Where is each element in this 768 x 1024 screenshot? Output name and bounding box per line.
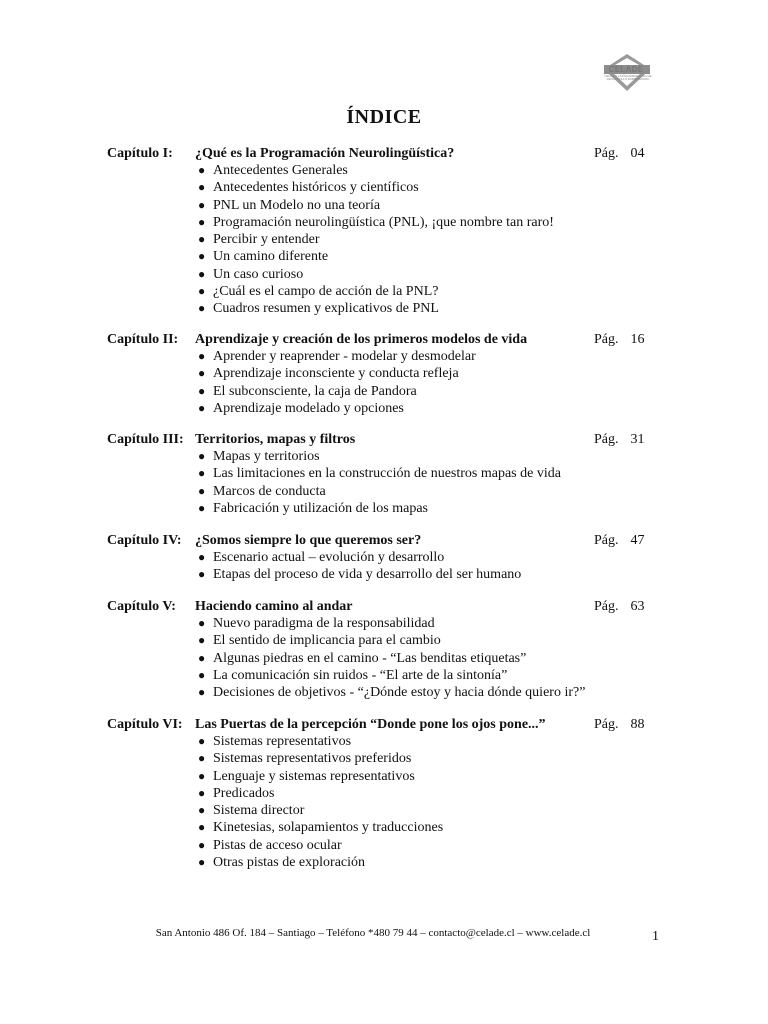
chapter-page-number: 16: [630, 332, 645, 347]
chapter-page-ref: [594, 431, 645, 448]
bullet-icon: ●: [198, 349, 206, 363]
bullet-icon: ●: [198, 483, 206, 498]
topic-text: Aprender y reaprender - modelar y desmodelar: [213, 349, 476, 364]
bullet-icon: ●: [198, 768, 206, 783]
bullet-icon: ●: [198, 650, 206, 665]
chapter-label: Capítulo II:: [107, 332, 179, 347]
bullet-icon: ●: [198, 616, 206, 630]
bullet-icon: ●: [198, 500, 206, 515]
chapter-page-ref: [594, 532, 645, 549]
bullet-icon: ●: [198, 449, 206, 463]
bullet-icon: ●: [198, 667, 206, 682]
topic-text: Sistemas representativos: [213, 734, 352, 749]
list-item: [0, 684, 768, 701]
list-item: [0, 214, 768, 231]
bullet-icon: ●: [198, 180, 206, 195]
list-item: [0, 348, 768, 365]
list-item: [0, 615, 768, 632]
bullet-icon: ●: [198, 301, 206, 316]
chapter-label: Capítulo VI:: [107, 717, 183, 732]
bullet-icon: ●: [198, 567, 206, 582]
topic-text: Etapas del proceso de vida y desarrollo del ser humano: [213, 567, 522, 583]
chapter-heading-row: [0, 716, 768, 733]
chapter-label: Capítulo IV:: [107, 533, 182, 548]
bullet-icon: ●: [198, 249, 206, 264]
bullet-icon: ●: [198, 197, 206, 212]
chapter-block: [0, 716, 768, 871]
topic-text: Decisiones de objetivos - “¿Dónde estoy y hacia dónde quiero ir?”: [213, 685, 586, 701]
page-title: ÍNDICE: [346, 106, 422, 128]
logo-wordmark: CELADE: [608, 65, 644, 74]
bullet-icon: ●: [198, 466, 206, 481]
bullet-icon: ●: [198, 232, 206, 247]
chapter-page-number: 31: [630, 432, 645, 447]
chapter-label: Capítulo III:: [107, 432, 184, 447]
topic-text: PNL un Modelo no una teoría: [213, 197, 381, 213]
topic-text: El subconsciente, la caja de Pandora: [213, 383, 417, 399]
list-item: [0, 300, 768, 317]
chapter-topic-list: [0, 162, 768, 318]
bullet-icon: ●: [198, 820, 206, 835]
chapter-topic-list: [0, 448, 768, 517]
chapter-page-number: 04: [630, 146, 645, 161]
page-label: Pág.: [594, 432, 619, 447]
topic-text: Sistema director: [213, 803, 305, 819]
topic-text: Las limitaciones en la construcción de nuestros mapas de vida: [213, 466, 561, 482]
list-item: [0, 819, 768, 836]
list-item: [0, 500, 768, 517]
chapter-block: [0, 598, 768, 701]
topic-text: Predicados: [213, 785, 275, 801]
list-item: [0, 750, 768, 767]
topic-text: Antecedentes Generales: [213, 163, 348, 178]
list-item: [0, 549, 768, 566]
list-item: [0, 632, 768, 649]
bullet-icon: ●: [198, 366, 206, 381]
list-item: [0, 785, 768, 802]
topic-text: Marcos de conducta: [213, 483, 326, 499]
logo-tagline: CENTRO LATINOAMERICANO DE DESARROLLO EMPRESARIAL: [604, 74, 652, 82]
list-item: [0, 383, 768, 400]
chapter-heading-row: [0, 598, 768, 615]
list-item: [0, 802, 768, 819]
chapter-page-ref: [594, 598, 645, 615]
chapter-page-ref: [594, 716, 645, 733]
chapter-title: Las Puertas de la percepción “Donde pone los ojos pone...”: [195, 717, 546, 732]
chapter-heading-row: [0, 331, 768, 348]
bullet-icon: ●: [198, 214, 206, 229]
list-item: [0, 162, 768, 179]
topic-text: Lenguaje y sistemas representativos: [213, 768, 415, 784]
chapter-block: [0, 431, 768, 517]
bullet-icon: ●: [198, 266, 206, 281]
list-item: [0, 283, 768, 300]
page-label: Pág.: [594, 717, 619, 732]
bullet-icon: ●: [198, 685, 206, 700]
list-item: [0, 448, 768, 465]
list-item: [0, 733, 768, 750]
chapter-block: [0, 331, 768, 417]
chapter-topic-list: [0, 733, 768, 871]
bullet-icon: ●: [198, 163, 206, 177]
chapter-title: Haciendo camino al andar: [195, 599, 353, 614]
bullet-icon: ●: [198, 400, 206, 415]
list-item: [0, 566, 768, 583]
bullet-icon: ●: [198, 383, 206, 398]
topic-text: Un caso curioso: [213, 266, 304, 282]
chapter-title: ¿Qué es la Programación Neurolingüística?: [195, 146, 455, 161]
chapter-topic-list: [0, 549, 768, 584]
topic-text: Cuadros resumen y explicativos de PNL: [213, 301, 439, 317]
topic-text: Un camino diferente: [213, 249, 329, 265]
chapter-block: [0, 145, 768, 318]
list-item: [0, 231, 768, 248]
topic-text: Fabricación y utilización de los mapas: [213, 500, 428, 516]
chapter-title: Aprendizaje y creación de los primeros modelos de vida: [195, 332, 528, 347]
topic-text: Otras pistas de exploración: [213, 855, 366, 871]
chapter-page-number: 63: [630, 599, 645, 614]
page-label: Pág.: [594, 533, 619, 548]
list-item: [0, 365, 768, 382]
page-label: Pág.: [594, 146, 619, 161]
bullet-icon: ●: [198, 284, 206, 299]
chapter-page-ref: [594, 331, 645, 348]
topic-text: Escenario actual – evolución y desarrollo: [213, 550, 445, 565]
topic-text: Aprendizaje inconsciente y conducta refleja: [213, 366, 459, 382]
chapter-topic-list: [0, 348, 768, 417]
list-item: [0, 266, 768, 283]
footer-contact: San Antonio 486 Of. 184 – Santiago – Teléfono *480 79 44 – contacto@celade.cl – www.celade.cl: [155, 927, 591, 939]
topic-text: La comunicación sin ruidos - “El arte de la sintonía”: [213, 667, 508, 683]
chapter-block: [0, 532, 768, 584]
chapter-label: Capítulo V:: [107, 599, 176, 614]
list-item: [0, 400, 768, 417]
topic-text: Sistemas representativos preferidos: [213, 751, 412, 767]
topic-text: Antecedentes históricos y científicos: [213, 180, 419, 196]
bullet-icon: ●: [198, 785, 206, 800]
chapter-topic-list: [0, 615, 768, 701]
topic-text: Aprendizaje modelado y opciones: [213, 400, 404, 416]
bullet-icon: ●: [198, 837, 206, 852]
chapter-heading-row: [0, 431, 768, 448]
list-item: [0, 465, 768, 482]
list-item: [0, 179, 768, 196]
page-number: 1: [652, 929, 659, 944]
bullet-icon: ●: [198, 803, 206, 818]
list-item: [0, 650, 768, 667]
chapter-title: Territorios, mapas y filtros: [195, 432, 356, 447]
chapter-page-number: 88: [630, 717, 645, 732]
topic-text: Kinetesias, solapamientos y traducciones: [213, 820, 444, 836]
page-label: Pág.: [594, 599, 619, 614]
topic-text: Pistas de acceso ocular: [213, 837, 342, 853]
topic-text: El sentido de implicancia para el cambio: [213, 633, 441, 649]
topic-text: Programación neurolingüística (PNL), ¡que nombre tan raro!: [213, 214, 554, 230]
list-item: [0, 837, 768, 854]
topic-text: Algunas piedras en el camino - “Las benditas etiquetas”: [213, 650, 527, 666]
bullet-icon: ●: [198, 550, 206, 564]
chapter-heading-row: [0, 145, 768, 162]
list-item: [0, 768, 768, 785]
list-item: [0, 197, 768, 214]
bullet-icon: ●: [198, 633, 206, 648]
page-label: Pág.: [594, 332, 619, 347]
list-item: [0, 483, 768, 500]
topic-text: Nuevo paradigma de la responsabilidad: [213, 616, 435, 631]
chapter-page-number: 47: [630, 533, 645, 548]
bullet-icon: ●: [198, 855, 206, 870]
chapter-heading-row: [0, 532, 768, 549]
chapter-title: ¿Somos siempre lo que queremos ser?: [195, 533, 422, 548]
topic-text: Percibir y entender: [213, 232, 320, 248]
bullet-icon: ●: [198, 751, 206, 766]
chapter-page-ref: [594, 145, 645, 162]
chapter-label: Capítulo I:: [107, 146, 173, 161]
bullet-icon: ●: [198, 734, 206, 748]
list-item: [0, 248, 768, 265]
list-item: [0, 667, 768, 684]
topic-text: ¿Cuál es el campo de acción de la PNL?: [213, 284, 439, 300]
topic-text: Mapas y territorios: [213, 449, 320, 464]
list-item: [0, 854, 768, 871]
celade-logo: [600, 52, 672, 102]
